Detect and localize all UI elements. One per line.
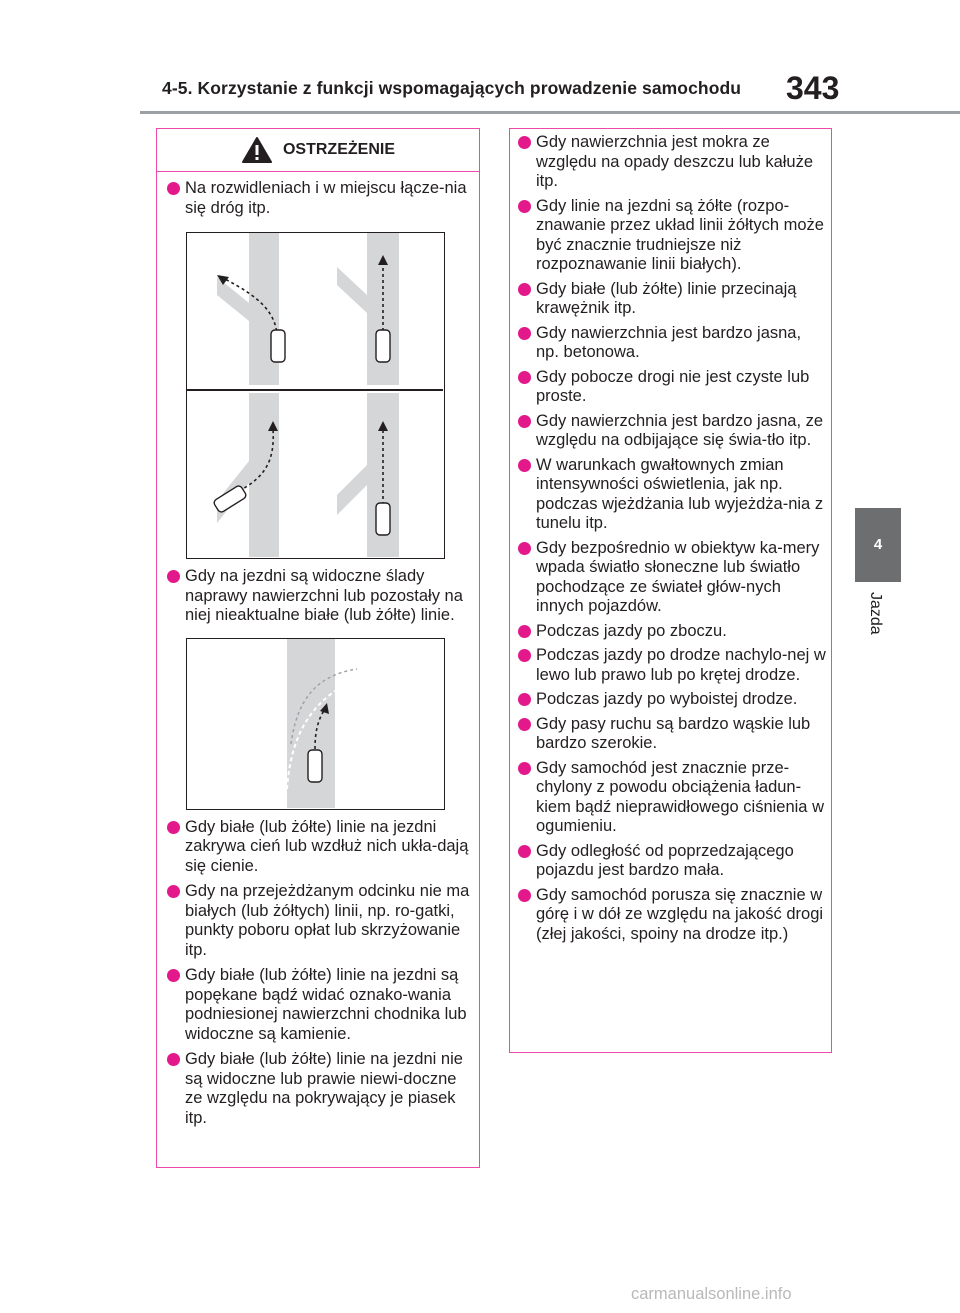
bullet-text: Gdy białe (lub żółte) linie na jezdni nie są widoczne lub prawie niewi-doczne ze względu na pokrywający je piasek itp. — [185, 1050, 463, 1127]
bullet-item — [518, 842, 827, 881]
warning-header — [157, 129, 479, 172]
bullet-dot-icon — [518, 693, 531, 706]
bullet-item — [167, 966, 475, 1044]
bullet-dot-icon — [518, 762, 531, 775]
bullet-text: Podczas jazdy po wyboistej drodze. — [536, 690, 798, 708]
bullet-text: Gdy na jezdni są widoczne ślady naprawy nawierzchni lub pozostały na niej nieaktualne białe (lub żółte) linie. — [185, 567, 463, 624]
bullet-item — [518, 886, 827, 945]
bullet-item — [518, 715, 827, 754]
warning-triangle-icon — [241, 136, 273, 164]
bullet-item — [518, 412, 827, 451]
bullet-text: Gdy odległość od poprzedzającego pojazdu jest bardzo mała. — [536, 841, 794, 879]
bullet-dot-icon — [167, 182, 180, 195]
bullet-text: Gdy bezpośrednio w obiektyw ka-mery wpada światło słoneczne lub światło pochodzące ze świateł głów-nych innych pojazdów. — [536, 538, 820, 615]
bullet-text: Gdy nawierzchnia jest bardzo jasna, np. betonowa. — [536, 323, 802, 361]
bullet-dot-icon — [518, 371, 531, 384]
bullet-text: Gdy nawierzchnia jest mokra ze względu na opady deszczu lub kałuże itp. — [536, 133, 814, 190]
bullet-item — [518, 622, 827, 642]
bullet-item — [518, 368, 827, 407]
bullet-item — [518, 133, 827, 192]
page-number: 343 — [786, 70, 840, 106]
bullet-item — [518, 324, 827, 363]
bullet-dot-icon — [167, 821, 180, 834]
bullet-text: Podczas jazdy po drodze nachylo-nej w lewo lub prawo lub po krętej drodze. — [536, 646, 826, 684]
bullet-text: Gdy samochód jest znacznie prze-chylony z powodu obciążenia ładun-kiem bądź nieprawidłowego ciśnienia w ogumieniu. — [536, 758, 824, 835]
bullet-item — [518, 197, 827, 275]
watermark: carmanualsonline.info — [631, 1285, 792, 1303]
bullet-dot-icon — [518, 200, 531, 213]
bullet-dot-icon — [167, 1053, 180, 1066]
bullet-dot-icon — [518, 718, 531, 731]
bullet-item — [518, 280, 827, 319]
chapter-tab[interactable]: 4 — [855, 508, 901, 582]
bullet-dot-icon — [518, 459, 531, 472]
bullet-item — [167, 179, 475, 218]
bullet-dot-icon — [518, 845, 531, 858]
bullet-item — [167, 818, 475, 877]
warning-title: OSTRZEŻENIE — [282, 141, 395, 158]
bullet-dot-icon — [518, 649, 531, 662]
bullet-dot-icon — [518, 136, 531, 149]
header-rule — [140, 111, 960, 114]
bullet-text: W warunkach gwałtownych zmian intensywności oświetlenia, jak np. podczas wjeżdżania lub wyjeżdża-nia z tunelu itp. — [536, 455, 824, 532]
bullet-item — [518, 456, 827, 534]
bullet-text: Gdy samochód porusza się znacznie w górę i w dół ze względu na jakość drogi (złej jakości, spoiny na drodze itp.) — [536, 885, 824, 943]
bullet-dot-icon — [518, 415, 531, 428]
figure-road-junctions — [186, 232, 445, 559]
bullet-text: Gdy na przejeżdżanym odcinku nie ma białych (lub żółtych) linii, np. ro-gatki, punkty poboru opłat lub skrzyżowanie itp. — [185, 882, 470, 959]
bullet-text: Gdy pobocze drogi nie jest czyste lub proste. — [536, 367, 810, 405]
warning-box-continued — [509, 128, 832, 1053]
bullet-dot-icon — [518, 625, 531, 638]
bullet-item — [518, 646, 827, 685]
bullet-dot-icon — [167, 885, 180, 898]
bullet-dot-icon — [167, 969, 180, 982]
bullet-item — [167, 567, 475, 626]
bullet-item — [518, 759, 827, 837]
bullet-text: Gdy pasy ruchu są bardzo wąskie lub bardzo szerokie. — [536, 714, 811, 752]
chapter-label: Jazda — [867, 592, 884, 635]
bullet-dot-icon — [167, 570, 180, 583]
bullet-dot-icon — [518, 283, 531, 296]
bullet-item — [518, 690, 827, 710]
bullet-text: Gdy białe (lub żółte) linie przecinają krawężnik itp. — [536, 279, 797, 317]
bullet-item — [167, 1050, 475, 1128]
bullet-item — [167, 882, 475, 960]
bullet-text: Na rozwidleniach i w miejscu łącze-nia się dróg itp. — [185, 179, 467, 217]
bullet-text: Gdy linie na jezdni są żółte (rozpo-znawanie przez układ linii żółtych może być znacznie trudniejsze niż rozpoznawanie linii białych). — [536, 196, 824, 273]
bullet-dot-icon — [518, 327, 531, 340]
bullet-dot-icon — [518, 542, 531, 555]
bullet-dot-icon — [518, 889, 531, 902]
warning-box — [156, 128, 480, 1168]
bullet-text: Gdy nawierzchnia jest bardzo jasna, ze względu na odbijające się świa-tło itp. — [536, 411, 824, 449]
bullet-text: Podczas jazdy po zboczu. — [536, 621, 727, 640]
bullet-text: Gdy białe (lub żółte) linie na jezdni są popękane bądź widać oznako-wania podniesionej nawierzchni chodnika lub widoczne są kamienie. — [185, 966, 467, 1043]
figure-road-repair-lines — [186, 638, 445, 810]
section-header: 4-5. Korzystanie z funkcji wspomagających prowadzenie samochodu — [162, 78, 742, 98]
bullet-text: Gdy białe (lub żółte) linie na jezdni zakrywa cień lub wzdłuż nich ukła-dają się cienie. — [185, 817, 469, 875]
bullet-item — [518, 539, 827, 617]
